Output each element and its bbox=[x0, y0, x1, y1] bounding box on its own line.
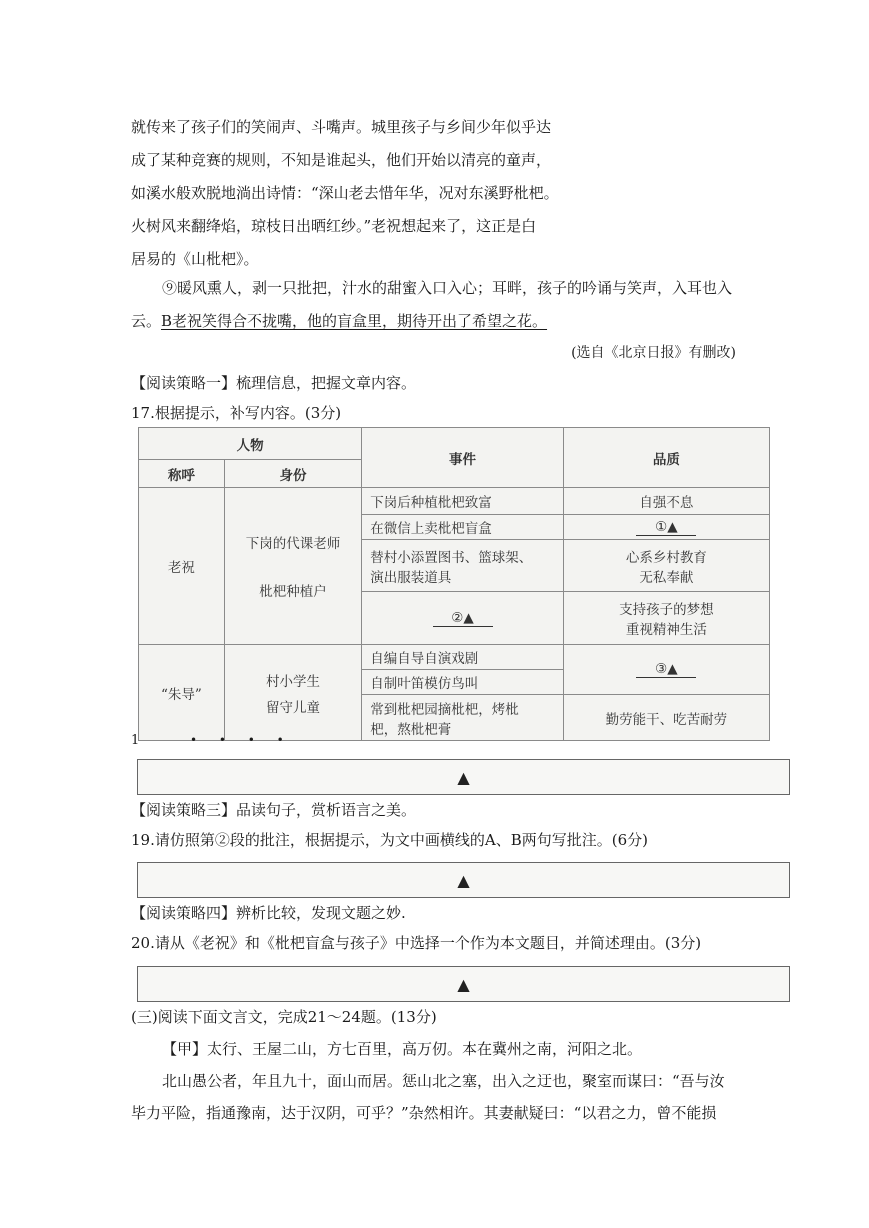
paragraph-9-line2 bbox=[131, 311, 547, 331]
laozhu-event-3 bbox=[362, 540, 563, 592]
section-3-heading: (三)阅读下面文言文，完成21～24题。(13分) bbox=[131, 1008, 437, 1026]
laozhu-quality-3 bbox=[563, 540, 769, 592]
classical-line-3: 毕力平险，指通豫南，达于汉阴，可乎？”杂然相许。其妻献疑曰：“以君之力，曾不能损 bbox=[131, 1104, 717, 1122]
underlined-sentence-b: B老祝笑得合不拢嘴，他的盲盒里，期待开出了希望之花。 bbox=[161, 312, 548, 330]
passage-line: 就传来了孩子们的笑闹声、斗嘴声。城里孩子与乡间少年似乎达 bbox=[131, 118, 552, 136]
laozhu-quality-4a: 支持孩子的梦想 bbox=[619, 602, 714, 618]
zhudao-identity bbox=[224, 645, 361, 741]
zhudao-event-3 bbox=[362, 695, 563, 741]
zhudao-event-1: 自编自导自演戏剧 bbox=[362, 645, 563, 670]
passage-line: 居易的《山枇杷》。 bbox=[131, 250, 259, 268]
zhudao-quality-2: 勤劳能干、吃苦耐劳 bbox=[563, 695, 769, 741]
answer-box-18[interactable] bbox=[137, 759, 790, 795]
passage-line: 如溪水般欢脱地淌出诗情：“深山老去惜年华，况对东溪野枇杷。 bbox=[131, 184, 559, 202]
zhudao-identity-2: 留守儿童 bbox=[266, 699, 321, 716]
question-17: 17.根据提示，补写内容。(3分) bbox=[131, 404, 342, 422]
header-name: 称呼 bbox=[139, 460, 225, 488]
header-identity: 身份 bbox=[224, 460, 361, 488]
answer-box-20[interactable] bbox=[137, 966, 790, 1002]
paragraph-9-line1: ⑨暖风熏人，剥一只批把，汁水的甜蜜入口入心；耳畔，孩子的吟诵与笑声，入耳也入 bbox=[162, 279, 733, 297]
laozhu-quality-2 bbox=[563, 515, 769, 540]
passage-line: 成了某种竞赛的规则，不知是谁起头，他们开始以清亮的童声， bbox=[131, 151, 552, 169]
laozhu-identity bbox=[224, 488, 361, 645]
header-event: 事件 bbox=[362, 428, 563, 488]
answer-marker: ▲ bbox=[457, 767, 470, 787]
laozhu-quality-4 bbox=[563, 592, 769, 645]
laozhu-event-2: 在微信上卖枇杷盲盒 bbox=[362, 515, 563, 540]
source-note: (选自《北京日报》有删改) bbox=[571, 345, 736, 361]
laozhu-event-1: 下岗后种植枇杷致富 bbox=[362, 488, 563, 515]
classical-jia: 【甲】太行、王屋二山，方七百里，高万仞。本在冀州之南，河阳之北。 bbox=[162, 1040, 643, 1058]
laozhu-event-4 bbox=[362, 592, 563, 645]
emphasis-dots: • • • • bbox=[190, 733, 293, 747]
reading-strategy-3: 【阅读策略三】品读句子，赏析语言之美。 bbox=[131, 801, 417, 819]
laozhu-event-3a: 替村小添置图书、篮球架、 bbox=[370, 549, 533, 566]
laozhu-quality-1: 自强不息 bbox=[563, 488, 769, 515]
zhudao-quality-1 bbox=[563, 645, 769, 695]
zhudao-name: “朱导” bbox=[139, 645, 225, 741]
question-19: 19.请仿照第②段的批注，根据提示，为文中画横线的A、B两句写批注。(6分) bbox=[131, 831, 648, 849]
question-20: 20.请从《老祝》和《枇杷盲盒与孩子》中选择一个作为本文题目，并简述理由。(3分) bbox=[131, 934, 702, 952]
blank-2: ②▲ bbox=[433, 610, 493, 627]
header-people: 人物 bbox=[139, 428, 362, 460]
reading-strategy-1: 【阅读策略一】梳理信息，把握文章内容。 bbox=[131, 374, 417, 392]
zhudao-event-3a: 常到枇杷园摘枇杷，烤枇 bbox=[370, 701, 519, 718]
laozhu-quality-3a: 心系乡村教育 bbox=[625, 549, 707, 566]
laozhu-name: 老祝 bbox=[139, 488, 225, 645]
blank-3: ③▲ bbox=[636, 661, 696, 678]
laozhu-identity-1: 下岗的代课老师 bbox=[245, 536, 341, 552]
blank-1: ①▲ bbox=[636, 519, 696, 536]
laozhu-event-3b: 演出服装道具 bbox=[370, 569, 452, 586]
answer-box-19[interactable] bbox=[137, 862, 790, 898]
zhudao-event-2: 自制叶笛模仿鸟叫 bbox=[362, 670, 563, 695]
zhudao-identity-1: 村小学生 bbox=[266, 673, 321, 690]
laozhu-quality-4b: 重视精神生活 bbox=[625, 622, 707, 638]
laozhu-quality-3b: 无私奉献 bbox=[639, 569, 694, 586]
laozhu-identity-2: 枇杷种植户 bbox=[259, 584, 327, 600]
header-quality: 品质 bbox=[563, 428, 769, 488]
question-18-stub: 1 bbox=[131, 733, 140, 748]
reading-strategy-4: 【阅读策略四】辨析比较，发现文题之妙. bbox=[131, 904, 406, 922]
answer-marker: ▲ bbox=[457, 974, 470, 994]
zhudao-event-3b: 杷，熬枇杷膏 bbox=[370, 721, 452, 738]
classical-line-2: 北山愚公者，年且九十，面山而居。惩山北之塞，出入之迂也，聚室而谋曰：“吾与汝 bbox=[162, 1072, 725, 1090]
paragraph-9-plain: 云。 bbox=[131, 312, 162, 330]
passage-line: 火树风来翻绛焰，琼枝日出晒红纱。”老祝想起来了，这正是白 bbox=[131, 217, 537, 235]
character-info-table bbox=[138, 427, 770, 741]
answer-marker: ▲ bbox=[457, 870, 470, 890]
